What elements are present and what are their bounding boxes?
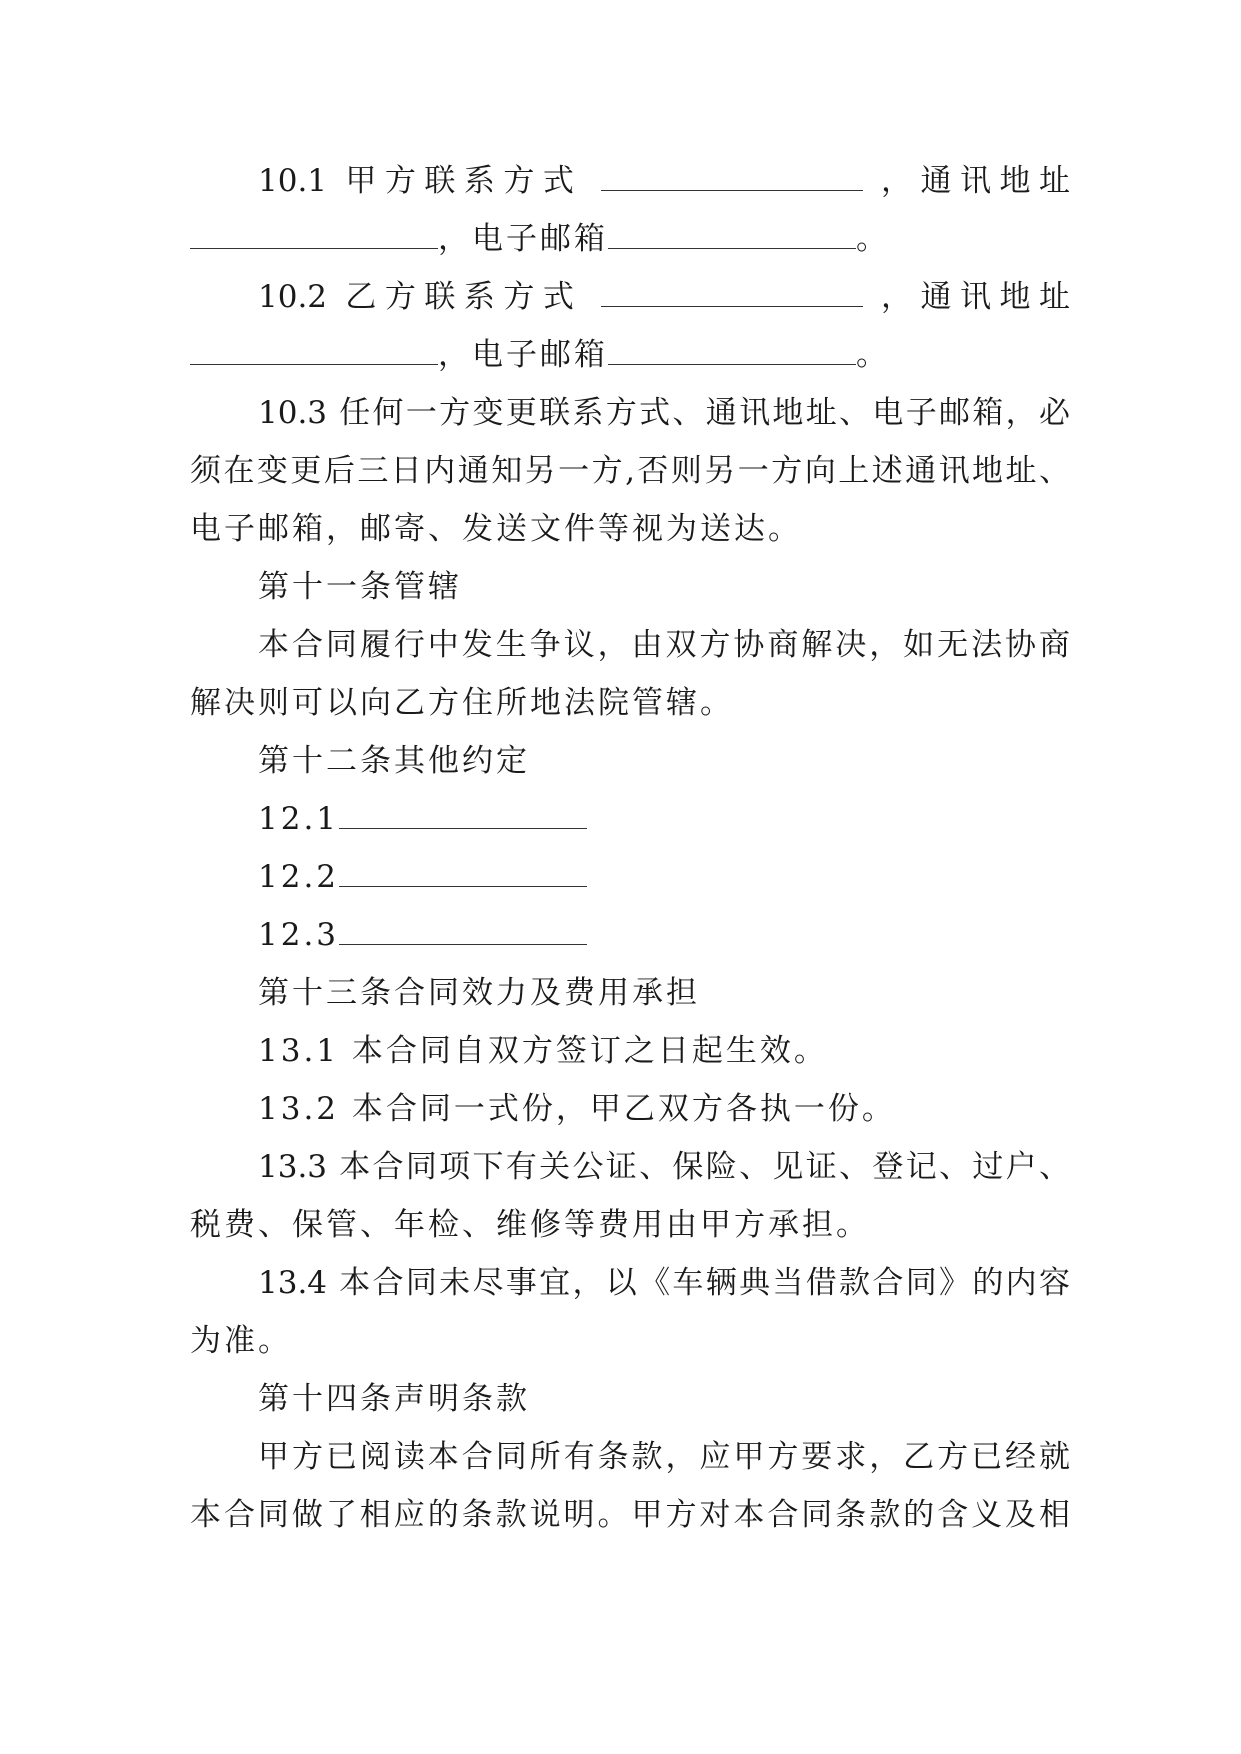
clause-10-1-line2 — [190, 210, 1070, 268]
clause-10-1-email-label: ，电子邮箱 — [438, 221, 608, 257]
party-a-address-blank[interactable] — [190, 218, 438, 249]
clause-12-1-blank[interactable] — [339, 798, 587, 829]
article-11-title: 第十一条管辖 — [258, 569, 462, 605]
clause-13-4-line1: 13.4 本合同未尽事宜，以《车辆典当借款合同》的内容 — [258, 1265, 1070, 1301]
party-a-email-blank[interactable] — [608, 218, 856, 249]
party-b-email-blank[interactable] — [608, 334, 856, 365]
clause-12-2 — [258, 848, 1070, 906]
clause-10-1-address-label: ，通讯地址 — [881, 163, 1071, 199]
clause-13-3-line2: 税费、保管、年检、维修等费用由甲方承担。 — [190, 1207, 870, 1243]
article-11-line1: 本合同履行中发生争议，由双方协商解决，如无法协商 — [258, 627, 1070, 663]
clause-13-3-line1: 13.3 本合同项下有关公证、保险、见证、登记、过户、 — [258, 1149, 1070, 1185]
clause-12-3-blank[interactable] — [339, 914, 587, 945]
clause-10-3-line1: 10.3 任何一方变更联系方式、通讯地址、电子邮箱，必 — [258, 395, 1070, 431]
clause-12-2-label: 12.2 — [258, 859, 340, 895]
clause-13-2: 13.2 本合同一式份，甲乙双方各执一份。 — [258, 1091, 896, 1127]
clause-10-1-line1 — [258, 152, 1070, 210]
clause-12-1-label: 12.1 — [258, 801, 340, 837]
clause-10-2-email-label: ，电子邮箱 — [438, 337, 608, 373]
clause-12-3-label: 12.3 — [258, 917, 340, 953]
clause-10-2-line1 — [258, 268, 1070, 326]
clause-10-2-address-label: ，通讯地址 — [881, 279, 1071, 315]
article-14-title: 第十四条声明条款 — [258, 1381, 530, 1417]
clause-10-1-end: 。 — [856, 221, 890, 257]
clause-12-1 — [258, 790, 1070, 848]
party-b-address-blank[interactable] — [190, 334, 438, 365]
clause-10-2-label: 10.2 乙方联系方式 — [258, 279, 583, 315]
article-14-line2: 本合同做了相应的条款说明。甲方对本合同条款的含义及相 — [190, 1497, 1070, 1533]
article-14-line1: 甲方已阅读本合同所有条款，应甲方要求，乙方已经就 — [258, 1439, 1070, 1475]
clause-13-1: 13.1 本合同自双方签订之日起生效。 — [258, 1033, 828, 1069]
clause-12-2-blank[interactable] — [339, 856, 587, 887]
clause-10-3-line2: 须在变更后三日内通知另一方,否则另一方向上述通讯地址、 — [190, 453, 1070, 489]
clause-10-3-line3: 电子邮箱，邮寄、发送文件等视为送达。 — [190, 511, 802, 547]
party-b-contact-blank[interactable] — [601, 276, 863, 307]
clause-10-1-label: 10.1 甲方联系方式 — [258, 163, 583, 199]
clause-12-3 — [258, 906, 1070, 964]
clause-10-2-end: 。 — [856, 337, 890, 373]
clause-10-2-line2 — [190, 326, 1070, 384]
party-a-contact-blank[interactable] — [601, 160, 863, 191]
article-12-title: 第十二条其他约定 — [258, 743, 530, 779]
clause-13-4-line2: 为准。 — [190, 1323, 292, 1359]
article-11-line2: 解决则可以向乙方住所地法院管辖。 — [190, 685, 734, 721]
article-13-title: 第十三条合同效力及费用承担 — [258, 975, 700, 1011]
